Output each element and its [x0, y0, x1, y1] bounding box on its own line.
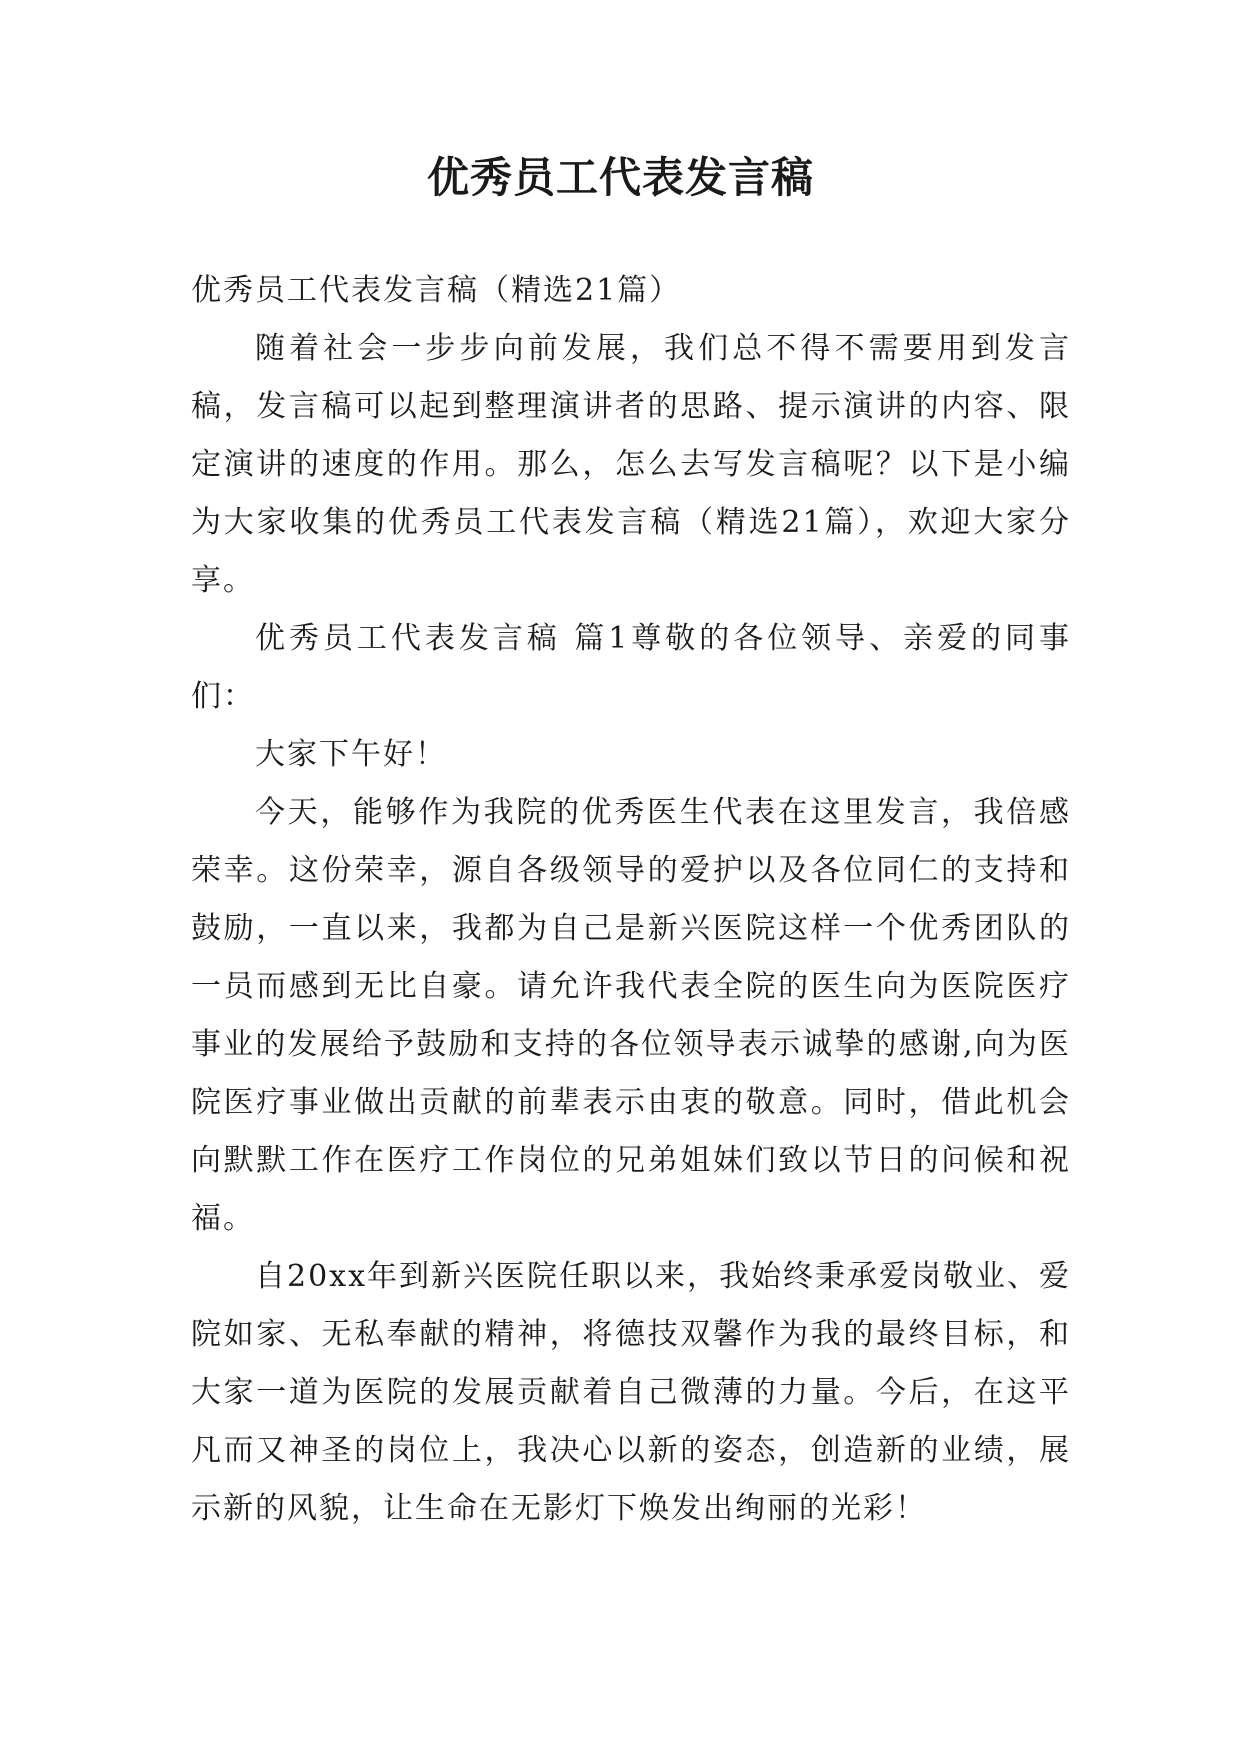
document-body	[191, 262, 1071, 1538]
greeting-paragraph: 大家下午好！	[255, 737, 447, 772]
speech-heading-paragraph: 优秀员工代表发言稿 篇1尊敬的各位领导、亲爱的同事们：	[191, 621, 1071, 714]
body-paragraph: 自20xx年到新兴医院任职以来，我始终秉承爱岗敬业、爱院如家、无私奉献的精神，将德技双馨作为我的最终目标，和大家一道为医院的发展贡献着自己微薄的力量。今后，在这平凡而又神圣的岗位上，我决心以新的姿态，创造新的业绩，展示新的风貌，让生命在无影灯下焕发出绚丽的光彩！	[191, 1259, 1072, 1526]
subtitle-paragraph: 优秀员工代表发言稿（精选21篇）	[191, 273, 682, 308]
intro-paragraph: 随着社会一步步向前发展，我们总不得不需要用到发言稿，发言稿可以起到整理演讲者的思路、提示演讲的内容、限定演讲的速度的作用。那么，怎么去写发言稿呢？以下是小编为大家收集的优秀员工代表发言稿（精选21篇），欢迎大家分享。	[191, 331, 1071, 598]
document-title: 优秀员工代表发言稿	[426, 153, 814, 202]
body-paragraph: 今天，能够作为我院的优秀医生代表在这里发言，我倍感荣幸。这份荣幸，源自各级领导的爱护以及各位同仁的支持和鼓励，一直以来，我都为自己是新兴医院这样一个优秀团队的一员而感到无比自豪。请允许我代表全院的医生向为医院医疗事业的发展给予鼓励和支持的各位领导表示诚挚的感谢,向为医院医疗事业做出贡献的前辈表示由衷的敬意。同时，借此机会向默默工作在医疗工作岗位的兄弟姐妹们致以节日的问候和祝福。	[191, 795, 1071, 1236]
